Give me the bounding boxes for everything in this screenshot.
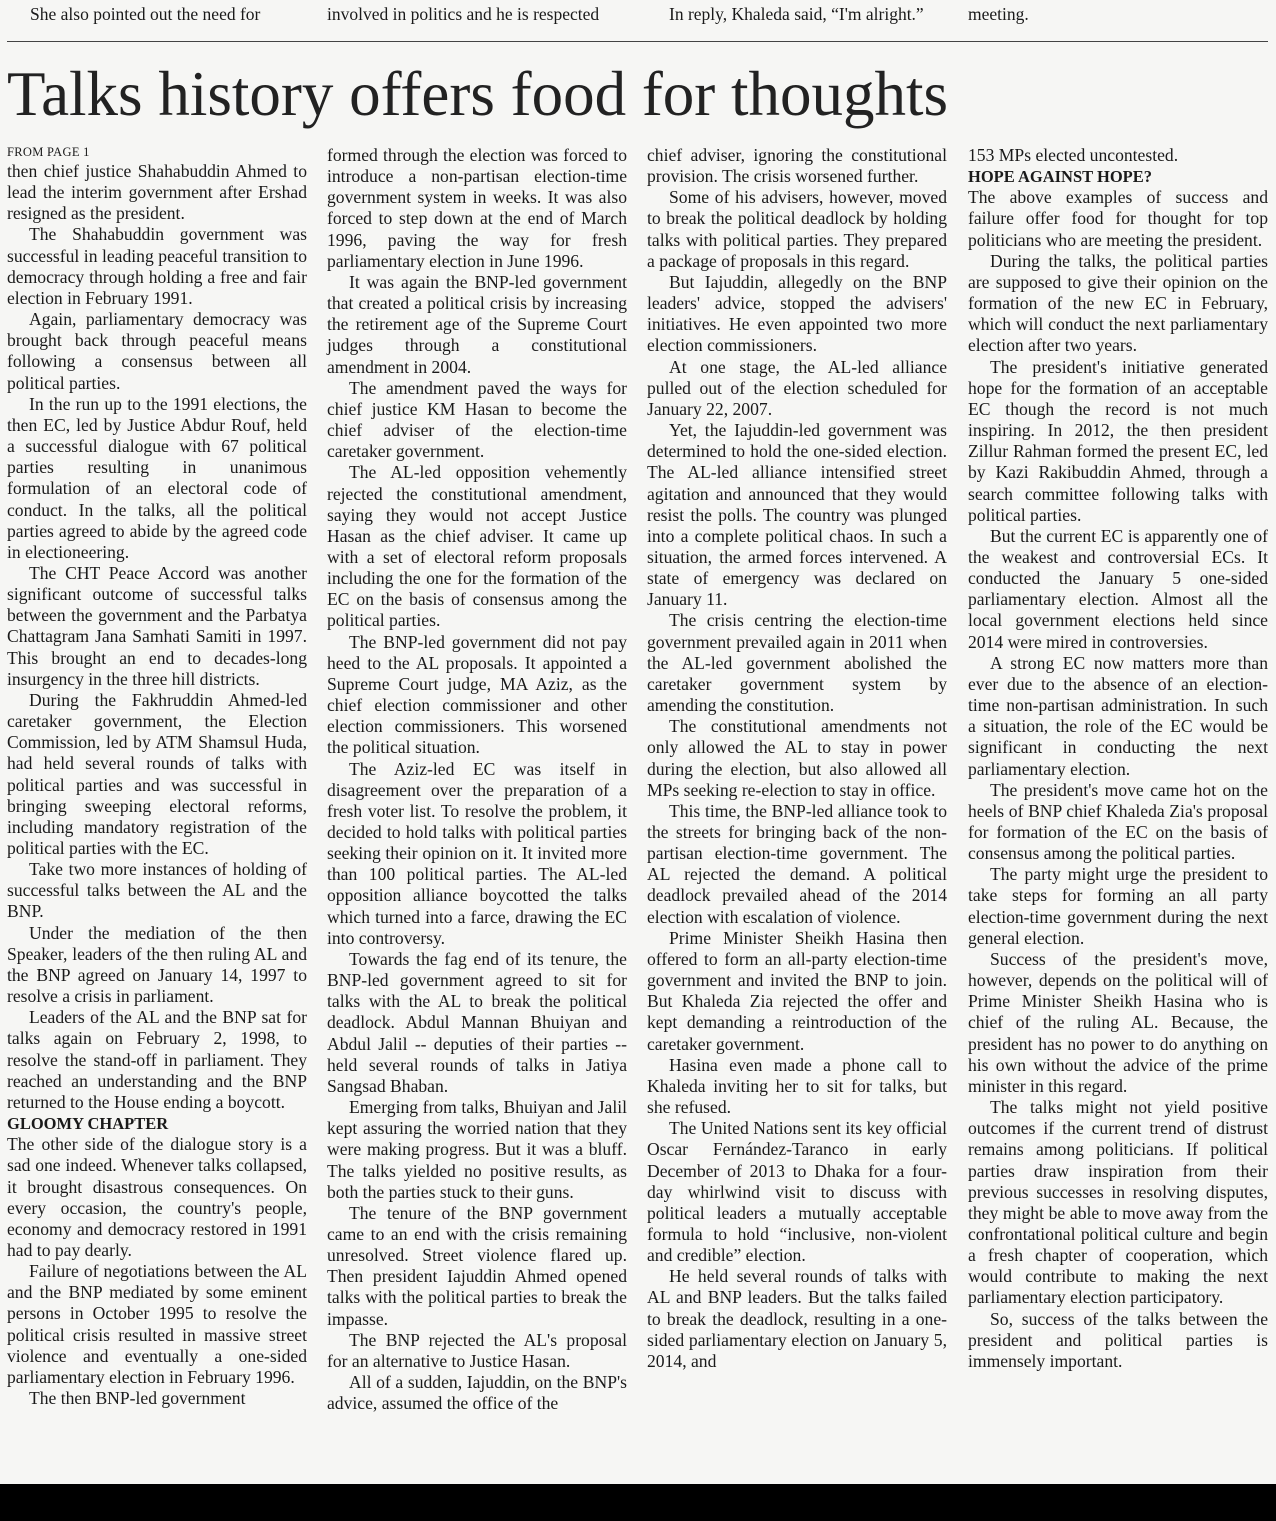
- paragraph: This time, the BNP-led alliance took to the streets for bringing back of the non-partisan election-time government. The AL rejected the demand. A political deadlock prevailed ahead of the 2014 election with escalation of violence.: [647, 800, 947, 927]
- article-column-1: [7, 145, 307, 1409]
- paragraph: Again, parliamentary democracy was brought back through peaceful means following a consensus between all political parties.: [7, 309, 307, 393]
- paragraph: Leaders of the AL and the BNP sat for talks again on February 2, 1998, to resolve the stand-off in parliament. They reached an understanding and the BNP returned to the House ending a boycott.: [7, 1007, 307, 1112]
- paragraph: The constitutional amendments not only allowed the AL to stay in power during the election, but also allowed all MPs seeking re-election to stay in office.: [647, 716, 947, 800]
- paragraph: Prime Minister Sheikh Hasina then offered to form an all-party election-time government and invited the BNP to join. But Khaleda Zia rejected the offer and kept demanding a reintroduction of the caretaker government.: [647, 927, 947, 1054]
- paragraph: Under the mediation of the then Speaker, leaders of the then ruling AL and the BNP agreed on January 14, 1997 to resolve a crisis in parliament.: [7, 922, 307, 1007]
- section-divider: [7, 41, 1268, 42]
- paragraph: In the run up to the 1991 elections, the then EC, led by Justice Abdur Rouf, held a successful dialogue with 67 political parties resulting in unanimous formulation of an electoral code of conduct. In the talks, all the political parties agreed to abide by the agreed code in electioneering.: [7, 393, 307, 562]
- paragraph: Take two more instances of holding of successful talks between the AL and the BNP.: [7, 859, 307, 922]
- paragraph: All of a sudden, Iajuddin, on the BNP's advice, assumed the office of the: [327, 1372, 627, 1414]
- paragraph: Hasina even made a phone call to Khaleda inviting her to sit for talks, but she refused.: [647, 1054, 947, 1118]
- strip-text-col4: meeting.: [968, 4, 1029, 24]
- paragraph: The amendment paved the ways for chief justice KM Hasan to become the chief adviser of the election-time caretaker government.: [327, 377, 627, 462]
- paragraph: The above examples of success and failure offer food for thought for top politicians who are meeting the president.: [968, 187, 1268, 250]
- paragraph: He held several rounds of talks with AL and BNP leaders. But the talks failed to break the deadlock, resulting in a one-sided parliamentary election on January 5, 2014, and: [647, 1266, 947, 1371]
- paragraph: The tenure of the BNP government came to an end with the crisis remaining unresolved. Street violence flared up. Then president Iajuddin Ahmed opened talks with the political parties to break the impasse.: [327, 1202, 627, 1329]
- paragraph: At one stage, the AL-led alliance pulled out of the election scheduled for January 22, 2007.: [647, 356, 947, 419]
- paragraph: So, success of the talks between the president and political parties is immensely important.: [968, 1308, 1268, 1371]
- paragraph: The party might urge the president to take steps for forming an all party election-time government during the next general election.: [968, 864, 1268, 948]
- paragraph: The other side of the dialogue story is a sad one indeed. Whenever talks collapsed, it brought disastrous consequences. On every occasion, the country's people, economy and democracy restored in 1991 had to pay dearly.: [7, 1134, 307, 1260]
- paragraph: chief adviser, ignoring the constitutional provision. The crisis worsened further.: [647, 145, 947, 187]
- article-column-4: [968, 145, 1268, 1372]
- paragraph: then chief justice Shahabuddin Ahmed to lead the interim government after Ershad resigned as the president.: [7, 161, 307, 224]
- paragraph: 153 MPs elected uncontested.: [968, 145, 1179, 165]
- subheading-hope-against-hope: HOPE AGAINST HOPE?: [968, 167, 1152, 187]
- article-headline: Talks history offers food for thoughts: [7, 59, 949, 129]
- strip-text-col2: involved in politics and he is respected: [327, 4, 600, 24]
- article-column-2: [327, 145, 627, 1414]
- paragraph: The CHT Peace Accord was another significant outcome of successful talks between the government and the Parbatya Chattagram Jana Samhati Samiti in 1997. This brought an end to decades-long insurgency in the three hill districts.: [7, 562, 307, 689]
- paragraph: Some of his advisers, however, moved to break the political deadlock by holding talks with political parties. They prepared a package of proposals in this regard.: [647, 187, 947, 271]
- paragraph: The Shahabuddin government was successful in leading peaceful transition to democracy through holding a free and fair election in February 1991.: [7, 224, 307, 308]
- paragraph: The president's initiative generated hope for the formation of an acceptable EC though the record is not much inspiring. In 2012, the then president Zillur Rahman formed the present EC, led by Kazi Rakibuddin Ahmed, through a search committee following talks with political parties.: [968, 356, 1268, 525]
- article-column-3: [647, 145, 947, 1372]
- paragraph: The BNP rejected the AL's proposal for an alternative to Justice Hasan.: [327, 1329, 627, 1371]
- paragraph: During the Fakhruddin Ahmed-led caretaker government, the Election Commission, led by ATM Shamsul Huda, had held several rounds of talks with political parties and was successful in bringing sweeping electoral reforms, including mandatory registration of the political parties with the EC.: [7, 689, 307, 858]
- paragraph: The president's move came hot on the heels of BNP chief Khaleda Zia's proposal for formation of the EC on the basis of consensus among the political parties.: [968, 779, 1268, 864]
- paragraph: It was again the BNP-led government that created a political crisis by increasing the retirement age of the Supreme Court judges through a constitutional amendment in 2004.: [327, 271, 627, 377]
- paragraph: The talks might not yield positive outcomes if the current trend of distrust remains among politicians. If political parties draw inspiration from their previous successes in resolving disputes, they might be able to move away from the confrontational political culture and begin a fresh chapter of cooperation, which would contribute to making the next parliamentary election participatory.: [968, 1097, 1268, 1308]
- paragraph: During the talks, the political parties are supposed to give their opinion on the formation of the new EC in February, which will conduct the next parliamentary election after two years.: [968, 250, 1268, 356]
- strip-text-col1: She also pointed out the need for: [30, 4, 261, 24]
- subheading-gloomy-chapter: GLOOMY CHAPTER: [7, 1114, 169, 1134]
- paragraph: But the current EC is apparently one of the weakest and controversial ECs. It conducted the January 5 one-sided parliamentary election. Almost all the local government elections held since 2014 were mired in controversies.: [968, 525, 1268, 652]
- paragraph: Failure of negotiations between the AL and the BNP mediated by some eminent persons in October 1995 to resolve the political crisis resulted in massive street violence and eventually a one-sided parliamentary election in February 1996.: [7, 1261, 307, 1387]
- strip-text-col3: In reply, Khaleda said, “I'm alright.”: [669, 4, 924, 24]
- paragraph: The crisis centring the election-time government prevailed again in 2011 when the AL-led government abolished the caretaker government system by amending the constitution.: [647, 610, 947, 716]
- paragraph: The Aziz-led EC was itself in disagreement over the preparation of a fresh voter list. To resolve the problem, it decided to hold talks with political parties seeking their opinion on it. It invited more than 100 political parties. The AL-led opposition alliance boycotted the talks which turned into a farce, drawing the EC into controversy.: [327, 758, 627, 948]
- paragraph: The then BNP-led government: [29, 1388, 246, 1409]
- previous-article-strip: [0, 0, 1276, 30]
- paragraph: Success of the president's move, however, depends on the political will of Prime Minister Sheikh Hasina who is chief of the ruling AL. Because, the president has no power to do anything on his own without the advice of the prime minister in this regard.: [968, 948, 1268, 1096]
- paragraph: Emerging from talks, Bhuiyan and Jalil kept assuring the worried nation that they were making progress. But it was a bluff. The talks yielded no positive results, as both the parties stuck to their guns.: [327, 1097, 627, 1202]
- paragraph: Yet, the Iajuddin-led government was determined to hold the one-sided election. The AL-led alliance intensified street agitation and announced that they would resist the polls. The country was plunged into a complete political chaos. In such a situation, the armed forces intervened. A state of emergency was declared on January 11.: [647, 420, 947, 610]
- paragraph: But Iajuddin, allegedly on the BNP leaders' advice, stopped the advisers' initiatives. He even appointed two more election commissioners.: [647, 271, 947, 356]
- continuation-kicker: FROM PAGE 1: [7, 145, 90, 159]
- paragraph: Towards the fag end of its tenure, the BNP-led government agreed to sit for talks with the AL to break the political deadlock. Abdul Mannan Bhuiyan and Abdul Jalil -- deputies of their parties -- held several rounds of talks in Jatiya Sangsad Bhaban.: [327, 948, 627, 1096]
- paragraph: The United Nations sent its key official Oscar Fernández-Taranco in early December of 2013 to Dhaka for a four-day whirlwind visit to discuss with political leaders a mutually acceptable formula to hold “inclusive, non-violent and credible” election.: [647, 1118, 947, 1266]
- paragraph: formed through the election was forced to introduce a non-partisan election-time government system in weeks. It was also forced to step down at the end of March 1996, paving the way for fresh parliamentary election in June 1996.: [327, 145, 627, 271]
- paragraph: A strong EC now matters more than ever due to the absence of an election-time non-partisan administration. In such a situation, the role of the EC would be significant in conducting the next parliamentary election.: [968, 652, 1268, 779]
- paragraph: The BNP-led government did not pay heed to the AL proposals. It appointed a Supreme Court judge, MA Aziz, as the chief election commissioner and other election commissioners. This worsened the political situation.: [327, 631, 627, 758]
- paragraph: The AL-led opposition vehemently rejected the constitutional amendment, saying they would not accept Justice Hasan as the chief adviser. It came up with a set of electoral reform proposals including the one for the formation of the EC on the basis of consensus among the political parties.: [327, 462, 627, 631]
